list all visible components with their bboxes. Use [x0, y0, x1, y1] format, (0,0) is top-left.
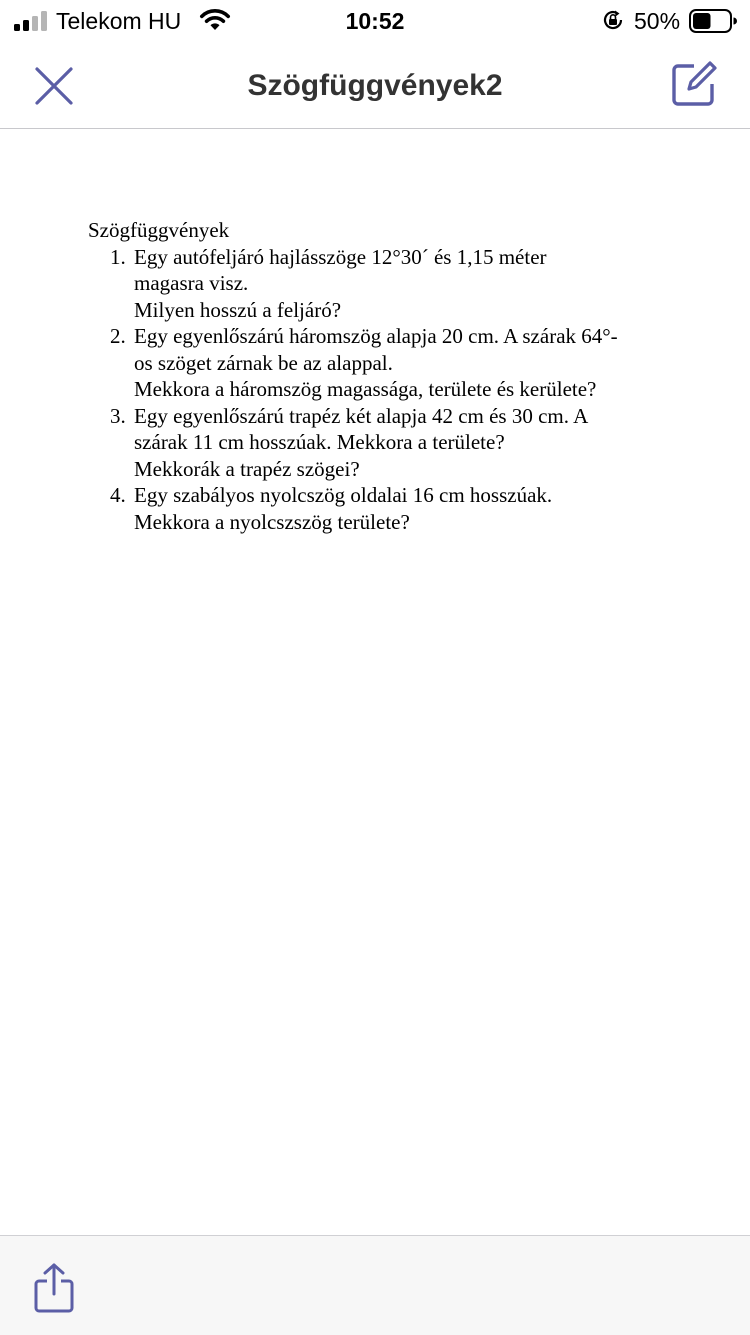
- edit-button[interactable]: [668, 58, 720, 110]
- share-button[interactable]: [32, 1262, 76, 1314]
- list-item: [88, 323, 678, 403]
- question-number: 1.: [110, 244, 126, 269]
- question-list: [88, 244, 678, 536]
- question-text: Mekkora a háromszög magassága, területe és kerülete?: [134, 377, 597, 401]
- document-title: Szögfüggvények: [88, 218, 230, 242]
- document-page: [88, 217, 678, 535]
- page-title: Szögfüggvények2: [247, 69, 503, 102]
- status-time: 10:52: [345, 8, 405, 34]
- question-text: magasra visz.: [134, 271, 249, 295]
- question-text: Mekkora a nyolcszszög területe?: [134, 509, 410, 534]
- question-text: Egy egyenlőszárú háromszög alapja 20 cm. A szárak 64°-: [134, 324, 618, 348]
- document-view[interactable]: [0, 129, 750, 1235]
- question-text: szárak 11 cm hosszúak. Mekkora a területe?: [134, 430, 505, 454]
- list-item: [88, 244, 678, 324]
- rotation-lock-icon: [602, 9, 624, 31]
- question-text: Milyen hosszú a feljáró?: [134, 297, 342, 322]
- list-item: [88, 482, 678, 535]
- question-text: Mekkorák a trapéz szögei?: [134, 456, 360, 481]
- question-number: 3.: [110, 403, 126, 428]
- question-text: Egy egyenlőszárú trapéz két alapja 42 cm és 30 cm. A: [134, 403, 589, 428]
- carrier-name: Telekom HU: [56, 8, 182, 34]
- question-number: 4.: [110, 483, 126, 507]
- question-text: Egy autófeljáró hajlásszöge 12°30´ és 1,15 méter: [134, 244, 547, 269]
- list-item: [88, 403, 678, 483]
- edit-icon: [668, 58, 720, 110]
- battery-icon: [689, 9, 737, 33]
- question-text: os szöget zárnak be az alappal.: [134, 350, 393, 375]
- navigation-bar: [0, 44, 750, 129]
- status-bar: [0, 0, 750, 44]
- question-number: 2.: [110, 324, 126, 348]
- share-icon: [32, 1262, 76, 1314]
- bottom-toolbar: [0, 1235, 750, 1335]
- question-text: Egy szabályos nyolcszög oldalai 16 cm hosszúak.: [134, 483, 553, 507]
- battery-percent: 50%: [634, 8, 681, 34]
